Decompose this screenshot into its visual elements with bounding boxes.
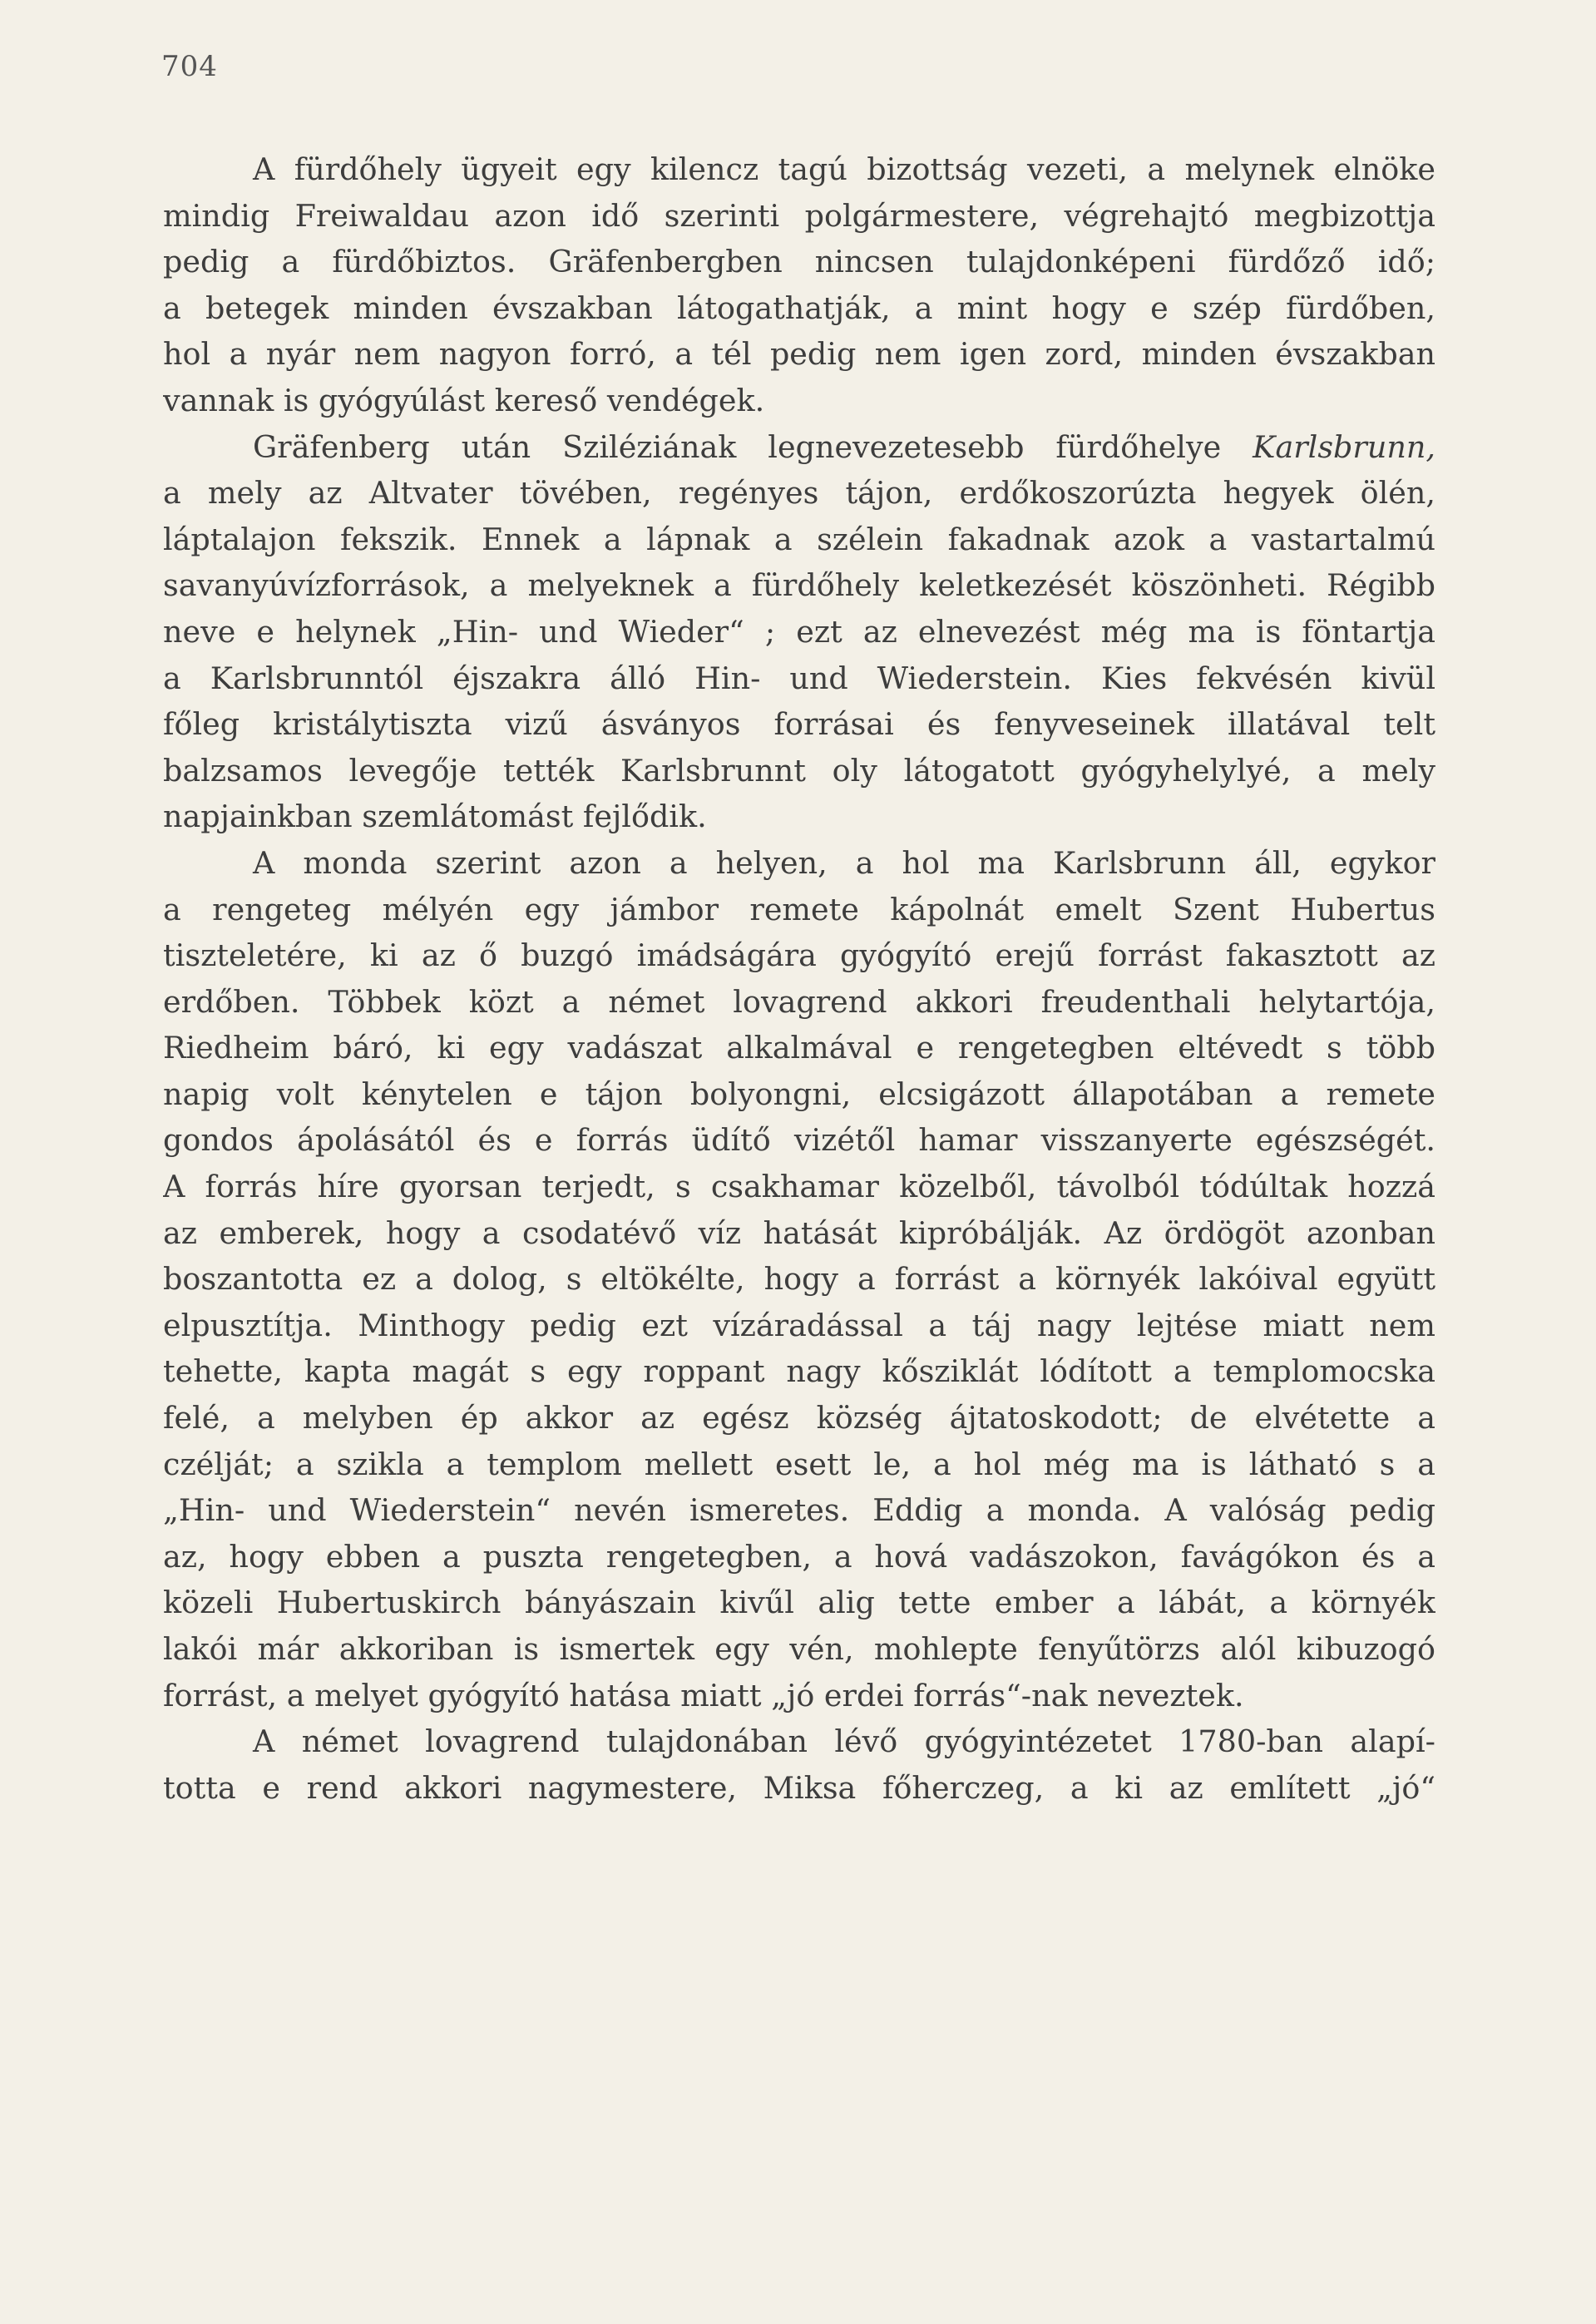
text-line-content: az emberek, hogy a csodatévő víz hatását kipróbálják. Az ördögöt azonban xyxy=(163,1214,1435,1251)
text-line-content: gondos ápolásától és e forrás üdítő vizétől hamar visszanyerte egészségét. xyxy=(163,1122,1435,1159)
text-line-content: közeli Hubertuskirch bányászain kivűl alig tette ember a lábát, a környék xyxy=(163,1585,1435,1621)
text-line xyxy=(163,146,1435,193)
text-line xyxy=(163,1395,1435,1441)
text-line xyxy=(163,1303,1435,1349)
text-line xyxy=(163,239,1435,285)
text-line xyxy=(163,932,1435,979)
text-line xyxy=(163,1487,1435,1534)
text-line xyxy=(163,1626,1435,1673)
text-line-content: neve e helynek „Hin- und Wieder“ ; ezt az elnevezést még ma is föntartja xyxy=(163,613,1435,650)
text-line xyxy=(163,1718,1435,1765)
paragraph xyxy=(163,424,1435,840)
text-line xyxy=(163,701,1435,748)
text-line-content: Riedheim báró, ki egy vadászat alkalmával e rengetegben eltévedt s több xyxy=(163,1030,1435,1066)
text-line-content: láptalajon fekszik. Ennek a lápnak a szélein fakadnak azok a vastartalmú xyxy=(163,521,1435,557)
text-line-content: a rengeteg mélyén egy jámbor remete kápolnát emelt Szent Hubertus xyxy=(163,891,1435,927)
text-line-content: mindig Freiwaldau azon idő szerinti polgármestere, végrehajtó megbizottja xyxy=(163,197,1435,234)
text-line xyxy=(163,193,1435,240)
text-line xyxy=(163,1673,1435,1719)
text-line-content: balzsamos levegője tették Karlsbrunnt oly látogatott gyógyhelylyé, a mely xyxy=(163,752,1435,789)
text-line xyxy=(163,655,1435,702)
text-line-content: hol a nyár nem nagyon forró, a tél pedig nem igen zord, minden évszakban xyxy=(163,336,1435,373)
text-line xyxy=(163,1025,1435,1071)
text-line xyxy=(163,562,1435,609)
text-line-content: a Karlsbrunntól éjszakra álló Hin- und Wiederstein. Kies fekvésén kivül xyxy=(163,660,1435,696)
text-line xyxy=(163,517,1435,563)
text-line xyxy=(163,1210,1435,1257)
text-line-content: tehette, kapta magát s egy roppant nagy kősziklát lódított a templomocska xyxy=(163,1353,1435,1390)
text-line xyxy=(163,748,1435,794)
text-line-content: főleg kristálytiszta vizű ásványos forrásai és fenyveseinek illatával telt xyxy=(163,706,1435,743)
text-line xyxy=(163,1441,1435,1488)
text-line xyxy=(163,470,1435,517)
text-line xyxy=(163,609,1435,655)
text-line-content: A fürdőhely ügyeit egy kilencz tagú bizottság vezeti, a melynek elnöke xyxy=(253,151,1435,187)
text-line-content: az, hogy ebben a puszta rengetegben, a hová vadászokon, favágókon és a xyxy=(163,1538,1435,1575)
text-line-content: napig volt kénytelen e tájon bolyongni, elcsigázott állapotában a remete xyxy=(163,1075,1435,1112)
text-line-content: tiszteletére, ki az ő buzgó imádságára gyógyító erejű forrást fakasztott az xyxy=(163,937,1435,974)
text-line-content: czélját; a szikla a templom mellett esett le, a hol még ma is látható s a xyxy=(163,1446,1435,1482)
text-line xyxy=(163,1534,1435,1580)
text-line-content: felé, a melyben ép akkor az egész község ájtatoskodott; de elvétette a xyxy=(163,1400,1435,1436)
text-line xyxy=(163,840,1435,887)
text-line-content: vannak is gyógyúlást kereső vendégek. xyxy=(163,382,765,418)
text-line xyxy=(163,1164,1435,1210)
paragraph xyxy=(163,146,1435,424)
text-line-content: erdőben. Többek közt a német lovagrend akkori freudenthali helytartója, xyxy=(163,983,1435,1020)
text-line-content: savanyúvízforrások, a melyeknek a fürdőhely keletkezését köszönheti. Régibb xyxy=(163,567,1435,604)
text-line xyxy=(163,1348,1435,1395)
paragraph xyxy=(163,1718,1435,1811)
text-line-content: „Hin- und Wiederstein“ nevén ismeretes. Eddig a monda. A valóság pedig xyxy=(163,1492,1435,1529)
text-line-content: boszantotta ez a dolog, s eltökélte, hogy a forrást a környék lakóival együtt xyxy=(163,1261,1435,1298)
text-line xyxy=(163,979,1435,1026)
text-line-content: Gräfenberg után Sziléziának legnevezetesebb fürdőhelye xyxy=(253,428,1222,465)
text-line xyxy=(163,1580,1435,1626)
text-line xyxy=(163,1117,1435,1164)
italic-place-name: Karlsbrunn, xyxy=(1253,428,1435,465)
text-line-content: totta e rend akkori nagymestere, Miksa főherczeg, a ki az említett „jó“ xyxy=(163,1769,1435,1806)
text-line xyxy=(163,794,1435,840)
text-line-content: pedig a fürdőbiztos. Gräfenbergben nincsen tulajdonképeni fürdőző idő; xyxy=(163,244,1435,280)
body-text xyxy=(163,146,1435,1811)
text-line-content: lakói már akkoriban is ismertek egy vén, mohlepte fenyűtörzs alól kibuzogó xyxy=(163,1631,1435,1667)
text-line-content: a betegek minden évszakban látogathatják, a mint hogy e szép fürdőben, xyxy=(163,289,1435,326)
text-line xyxy=(163,424,1435,471)
text-line-content: elpusztítja. Minthogy pedig ezt vízáradással a táj nagy lejtése miatt nem xyxy=(163,1307,1435,1343)
text-line-content: napjainkban szemlátomást fejlődik. xyxy=(163,799,707,835)
text-line xyxy=(163,331,1435,378)
text-line xyxy=(163,285,1435,332)
text-line xyxy=(163,1256,1435,1303)
paragraph xyxy=(163,840,1435,1718)
text-line-content: a mely az Altvater tövében, regényes tájon, erdőkoszorúzta hegyek ölén, xyxy=(163,475,1435,512)
text-line xyxy=(163,1765,1435,1812)
text-line-content: A monda szerint azon a helyen, a hol ma Karlsbrunn áll, egykor xyxy=(253,844,1435,881)
text-line-content: A forrás híre gyorsan terjedt, s csakhamar közelből, távolból tódúltak hozzá xyxy=(163,1169,1435,1205)
page-number: 704 xyxy=(161,50,218,83)
text-line-content: A német lovagrend tulajdonában lévő gyógyintézetet 1780-ban alapí- xyxy=(253,1723,1435,1760)
text-line-content: forrást, a melyet gyógyító hatása miatt „jó erdei forrás“-nak neveztek. xyxy=(163,1677,1244,1713)
text-line xyxy=(163,887,1435,933)
text-line xyxy=(163,1071,1435,1118)
text-line xyxy=(163,378,1435,424)
